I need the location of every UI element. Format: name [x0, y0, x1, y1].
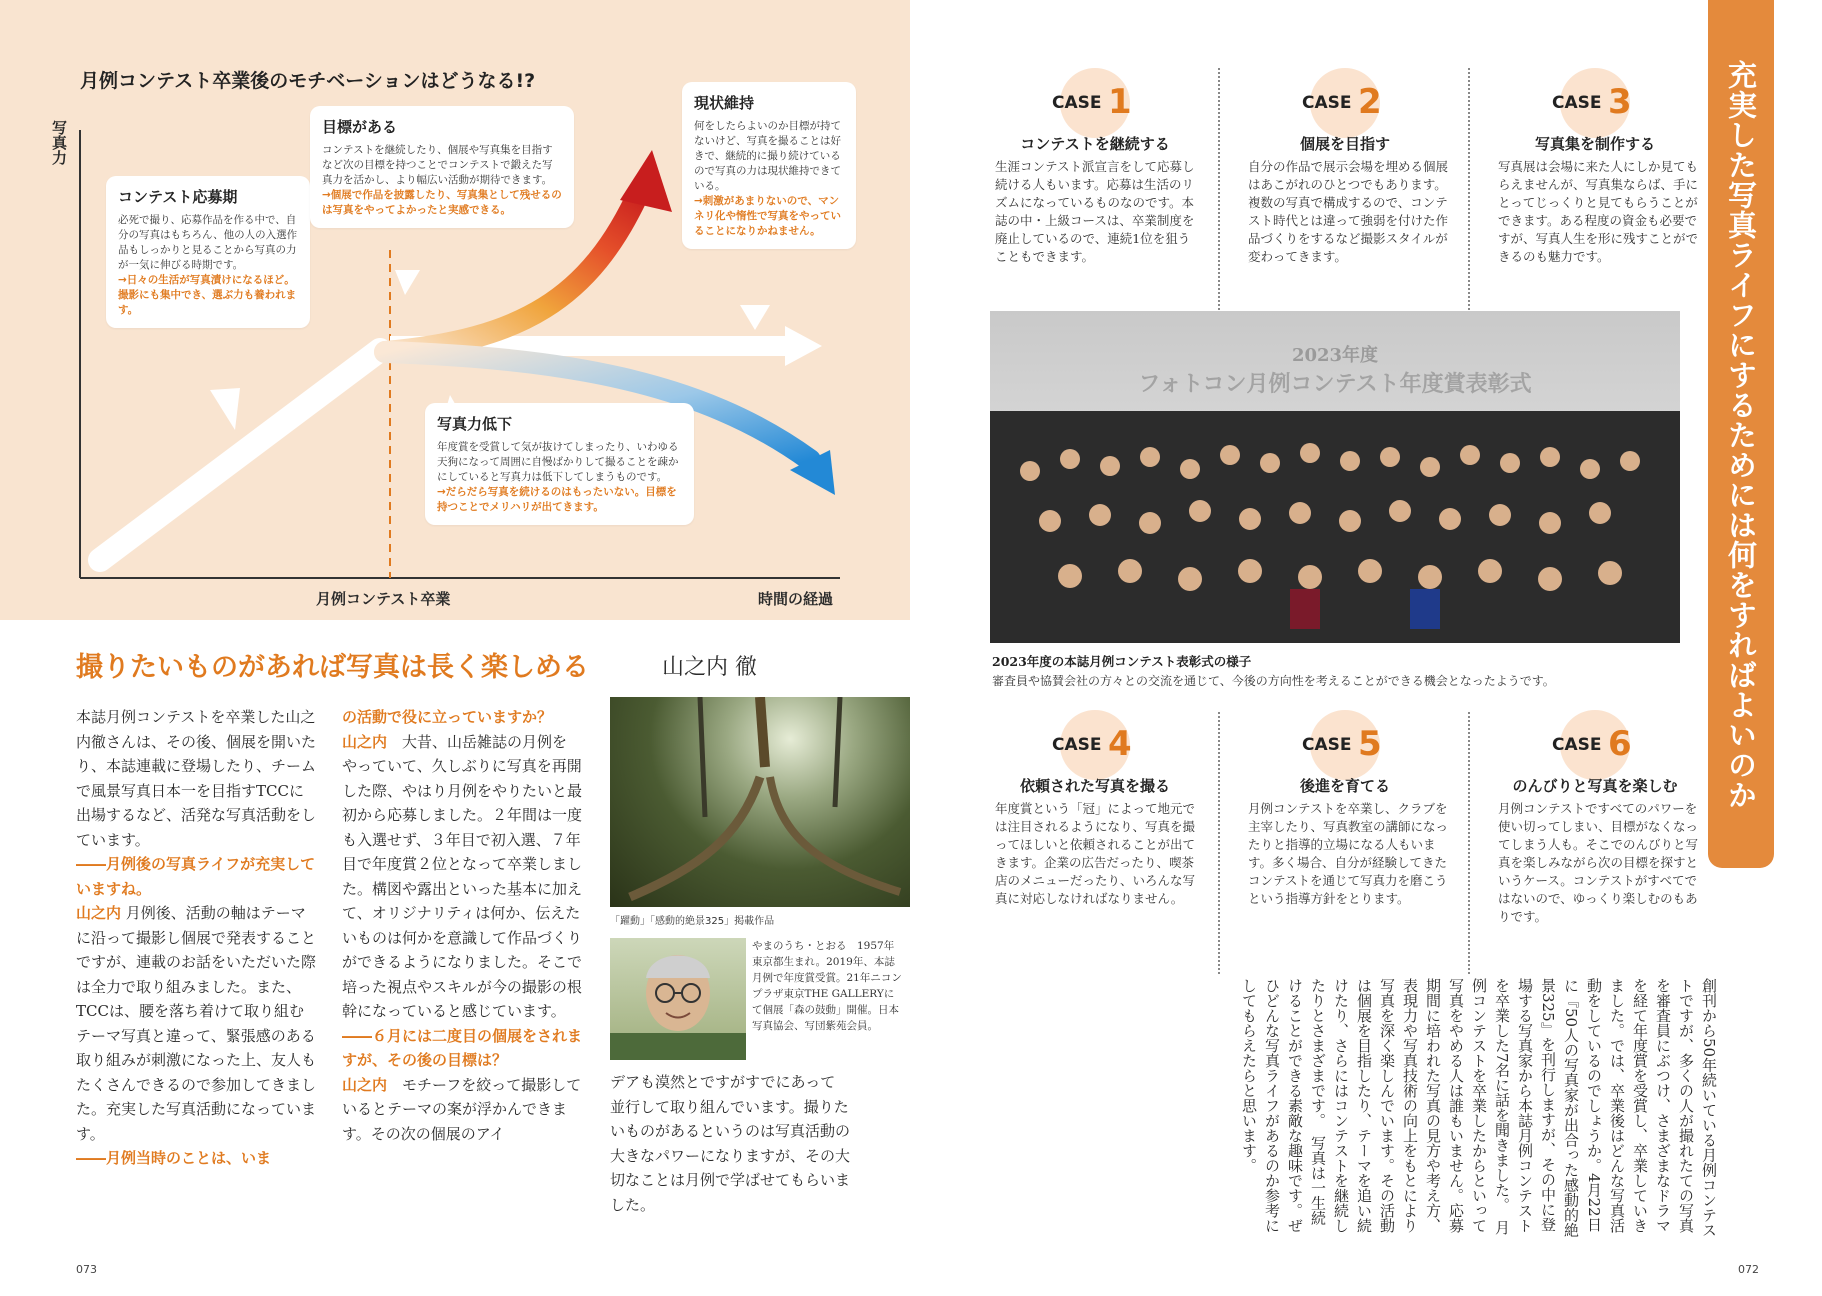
bubble-emphasis: →日々の生活が写真漬けになるほど。撮影にも集中でき、選ぶ力も養われます。 [118, 274, 297, 316]
speaker-name: 山之内 [342, 732, 388, 751]
case-2-number: 2 [1358, 82, 1382, 122]
bubble-contest [106, 176, 310, 328]
author-profile: やまのうち・とおる 1957年東京都生まれ。2019年、本誌月例で年度賞受賞。21年ニコンプラザ東京THE GALLERYにて個展「森の鼓動」開催。日本写真協会、写団紫苑会員。 [752, 940, 902, 1032]
award-ceremony-photo [990, 311, 1680, 643]
case-divider [1218, 712, 1220, 974]
photo-caption-body: 審査員や協賛会社の方々との交流を通じて、今後の方向性を考えることができる機会となったようです。 [992, 674, 1555, 688]
bubble-goal [310, 106, 574, 228]
case-2-heading: 個展を目指す [1299, 135, 1390, 153]
case-4-heading: 依頼された写真を撮る [1019, 777, 1170, 795]
case-6-number: 6 [1608, 724, 1632, 764]
case-3-heading: 写真集を制作する [1534, 135, 1655, 153]
article-column-3: デアも漠然とですがすでにあって並行して取り組んでいます。撮りたいものがあるというのは写真活動の大きなパワーになりますが、その大切なことは月例で学ばせてもらいました。 [610, 1073, 851, 1214]
case-1-heading: コンテストを継続する [1020, 135, 1170, 153]
case-5-number: 5 [1358, 724, 1382, 764]
vertical-banner-title: 充実した写真ライフにするためには何をすればよいのか [1724, 60, 1758, 810]
answer-text: 月例後、活動の軸はテーマに沿って撮影し個展で発表することですが、連載のお話をいただいた際は全力で取り組みました。また、TCCは、腰を落ち着けて取り組むテーマ写真と違って、緊張感のある取り組みが刺激になった上、友人もたくさんできるので参加してきました。充実した写真活動になっています。 [76, 904, 317, 1143]
bubble-emphasis: →だらだら写真を続けるのはもったいない。目標を持つことでメリハリが出てきます。 [437, 486, 677, 513]
case-divider [1468, 68, 1470, 330]
case-divider [1468, 712, 1470, 974]
case-5-heading: 後進を育てる [1299, 777, 1390, 795]
bubble-title: コンテスト応募期 [118, 188, 238, 206]
case-5-label: CASE [1302, 735, 1352, 755]
interview-question: ――６月には二度目の個展をされますが、その後の目標は？ [342, 1026, 583, 1069]
interview-question: ――月例後の写真ライフが充実していますね。 [76, 855, 316, 898]
y-axis-label: 写真力 [50, 120, 68, 165]
page-number-left: 073 [76, 1263, 97, 1276]
maintain-arrowhead [785, 326, 822, 366]
case-5-body: 月例コンテストを卒業し、クラブを主宰したり、写真教室の講師になったりと指導的立場になる人もいます。多く場合、自分が経験してきたコンテストを通じて写真力を磨こうという指導方針をとります。 [1248, 801, 1449, 906]
chart-title: 月例コンテスト卒業後のモチベーションはどうなる!? [80, 70, 536, 92]
growth-arrow [100, 350, 380, 560]
case-4-label: CASE [1052, 735, 1102, 755]
paragraph [342, 1073, 582, 1147]
bubble-tail-maintain [740, 305, 770, 330]
bubble-body: 年度賞を受賞して気が抜けてしまったり、いわゆる天狗になって周囲に自慢ばかりして撮ることを疎かにしていると写真力は低下してしまうものです。 [437, 441, 679, 483]
case-1-body: 生涯コンテスト派宣言をして応募し続ける人もいます。応募は生活のリズムになっているものなのです。本誌の中・上級コースは、卒業制度を廃止しているので、連続1位を狙うこともできます。 [995, 159, 1195, 264]
case-4-number: 4 [1108, 724, 1132, 764]
case-2-body: 自分の作品で展示会場を埋める個展はあこがれのひとつでもあります。複数の写真で構成するので、コンテスト時代とは違って強弱を付けた作品づくりをするなど撮影スタイルが変わってきます。 [1248, 159, 1449, 264]
case-3-body: 写真展は会場に来た人にしか見てもらえませんが、写真集ならば、手にとってじっくりと見てもらうことができます。ある程度の資金も必要ですが、写真人生を形に残すことができるのも魅力です。 [1498, 159, 1699, 264]
bubble-emphasis: →刺激があまりないので、マンネリ化や惰性で写真をやっていることになりかねません。 [694, 195, 841, 237]
answer-text: モチーフを絞って撮影しているとテーマの案が浮かんできます。その次の個展のアイ [342, 1075, 582, 1143]
portrait-graphic [610, 938, 746, 1060]
interview-question: の活動で役に立っていますか？ [342, 708, 553, 726]
bubble-maintain [682, 82, 856, 249]
page-number-right: 072 [1738, 1263, 1759, 1276]
case-3-label: CASE [1552, 93, 1602, 113]
interview-question: ――月例当時のことは、いま [76, 1149, 272, 1167]
article-column-2 [342, 705, 582, 1146]
x-label-graduation: 月例コンテスト卒業 [316, 590, 451, 608]
bubble-title: 現状維持 [694, 94, 755, 112]
speaker-name: 山之内 [76, 904, 122, 922]
forest-photo-caption: 「躍動」「感動的絶景325」掲載作品 [610, 916, 775, 927]
case-4-body: 年度賞という「冠」によって地元では注目されるようになり、写真を撮ってほしいと依頼されることが出てきます。企業の広告だったり、喫茶店のメニューだったり、いろんな写真に対応しなければなりません。 [995, 801, 1196, 906]
bubble-emphasis: →個展で作品を披露したり、写真集として残せるのは写真をやってよかったと実感できる。 [322, 189, 562, 216]
x-label-time: 時間の経過 [758, 590, 834, 608]
bubble-body: 必死で撮り、応募作品を作る中で、自分の写真はもちろん、他の人の入選作品もしっかりと見ることから写真の力が一気に伸びる時期です。 [118, 214, 298, 271]
case-6-label: CASE [1552, 735, 1602, 755]
case-2-label: CASE [1302, 93, 1352, 113]
case-3-number: 3 [1608, 82, 1632, 122]
forest-roots-graphic [610, 697, 910, 907]
paragraph [342, 730, 582, 1024]
article-column-1 [76, 705, 316, 1171]
case-1-number: 1 [1108, 82, 1132, 122]
bubble-body: 何をしたらよいのか目標が持てないけど、写真を撮ることは好きで、継続的に撮り続けているので写真の力は現状維持できている。 [694, 120, 841, 192]
case-divider [1218, 68, 1220, 330]
bubble-tail-contest [210, 388, 240, 430]
crowd-graphic [990, 411, 1680, 643]
bubble-decline [425, 403, 694, 525]
paragraph: 本誌月例コンテストを卒業した山之内徹さんは、その後、個展を開いたり、本誌連載に登場したり、チームで風景写真日本一を目指すTCCに出場するなど、活発な写真活動をしています。 [76, 708, 317, 849]
photo-banner-year: 2023年度 [1291, 345, 1379, 366]
portrait-photo [610, 938, 746, 1060]
speaker-name: 山之内 [342, 1075, 388, 1094]
vertical-body-text: 創刊から50年続いている月例コンテストですが、多くの人が撮れたての写真を審査員にぶつけ、さまざまなドラマを経て年度賞を受賞し、卒業していきました。では、卒業後はどんな写真活動をしているのでしょうか。4月22日に『50人の写真家が出合った感動的絶景325』を刊行しますが、その中に登場する写真家から本誌月例コンテストを卒業した7名に話を聞きました。 月例コンテストを卒業したからといって写真をやめる人は誰もいません。応募期間に培われた写真の見方や考え方、表現力や写真技術の向上をもとにより写真を深く楽しんでいます。その活動は個展を目指したり、テーマを追い続けたり、さらにはコンテストを継続したりとさまざまです。 写真は一生続けることができる素敵な趣味です。ぜひどんな写真ライフがあるのか参考にしてもらえたらと思います。 [1240, 978, 1718, 1238]
paragraph [76, 901, 316, 1146]
case-6-body: 月例コンテストですべてのパワーを使い切ってしまい、目標がなくなってしまう人も。そこでのんびりと写真を楽しみながら次の目標を探すというケース。コンテストがすべてではないので、ゆっくり楽しむのもありです。 [1498, 801, 1699, 924]
forest-photo [610, 697, 910, 907]
bubble-body: コンテストを継続したり、個展や写真集を目指すなど次の目標を持つことでコンテストで鍛えた写真力を活かし、より幅広い活動が期待できます。 [322, 144, 553, 186]
case-1-label: CASE [1052, 93, 1102, 113]
article-title: 撮りたいものがあれば写真は長く楽しめる [76, 652, 589, 683]
case-6-heading: のんびりと写真を楽しむ [1512, 777, 1678, 795]
photo-banner-text: フォトコン月例コンテスト年度賞表彰式 [1138, 371, 1532, 397]
article-author: 山之内 徹 [662, 655, 757, 680]
bubble-title: 目標がある [322, 118, 398, 136]
answer-text: 大昔、山岳雑誌の月例をやっていて、久しぶりに写真を再開した際、やはり月例をやりたいと最初から応募しました。２年間は一度も入選せず、３年目で初入選、７年目で年度賞２位となって卒業しました。構図や露出といった基本に加えて、オリジナリティは何か、伝えたいものは何かを意識して作品づくりができるようになりました。そこで培った視点やスキルが今の撮影の根幹になっていると感じています。 [342, 732, 583, 1020]
bubble-title: 写真力低下 [437, 415, 513, 433]
photo-caption-title: 2023年度の本誌月例コンテスト表彰式の様子 [992, 654, 1252, 669]
bubble-tail-goal [395, 270, 420, 295]
